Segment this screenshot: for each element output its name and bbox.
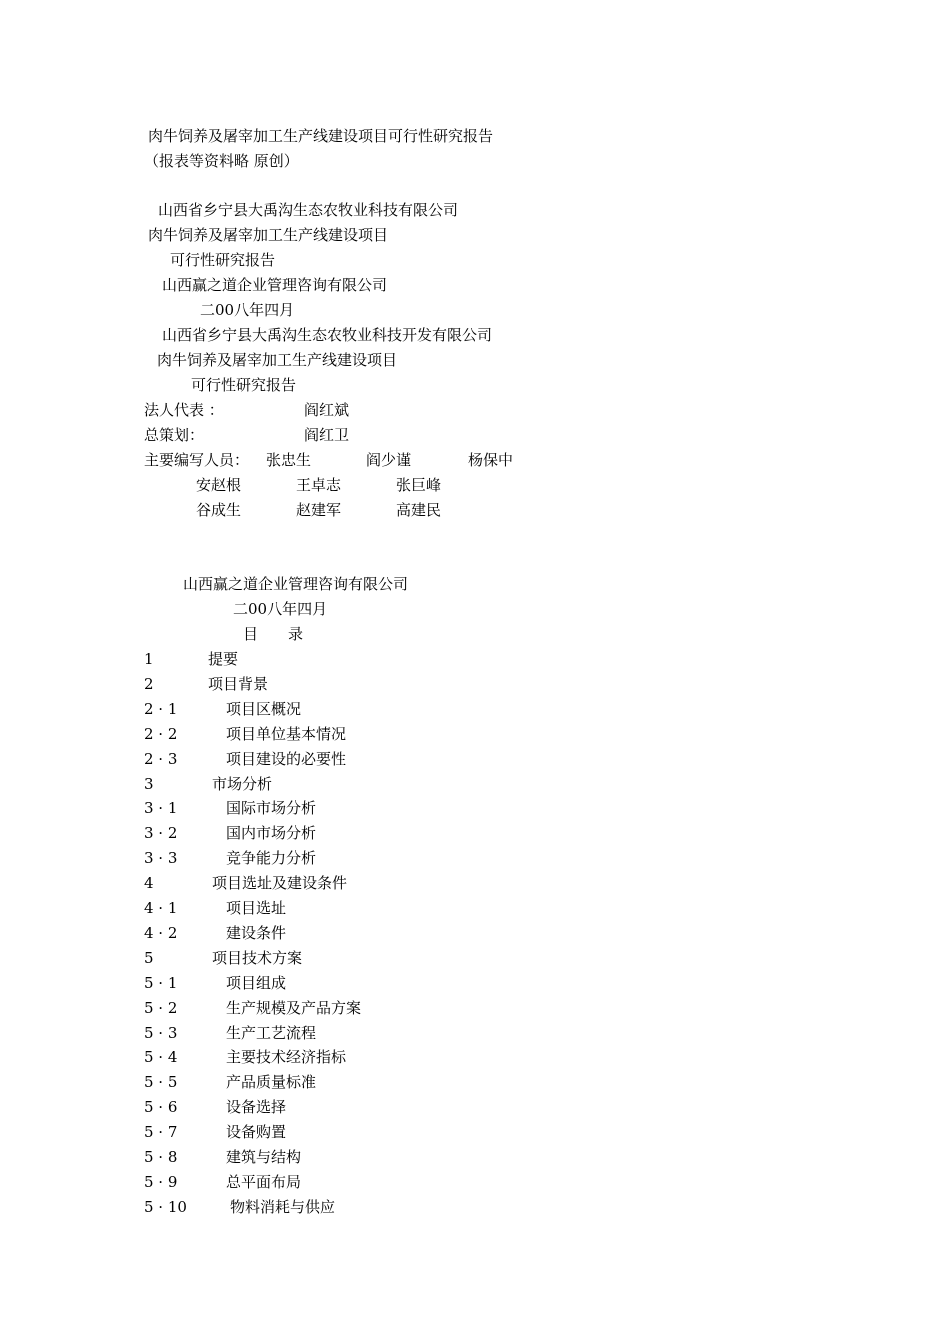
toc-item-number: 3 · 3 [144,849,178,867]
toc-item-number: 2 · 3 [144,750,178,768]
toc-item-number: 5 · 1 [144,974,178,992]
cover1-date: 二00八年四月 [200,301,295,319]
toc-item-number: 4 · 1 [144,899,178,917]
toc-item-number: 1 [144,650,154,668]
toc-item-number: 2 · 1 [144,700,178,718]
cover1-project: 肉牛饲养及屠宰加工生产线建设项目 [148,226,389,244]
toc-item-number: 5 · 10 [144,1198,187,1216]
toc-item-title: 主要技术经济指标 [226,1048,347,1066]
writer-name: 安赵根 [196,476,242,494]
legal-rep-label: 法人代表 ： [144,401,224,419]
toc-item-title: 建筑与结构 [226,1148,302,1166]
toc-item-number: 5 [144,949,154,967]
toc-item-title: 设备选择 [226,1098,287,1116]
toc-item-title: 建设条件 [226,924,287,942]
writer-name: 赵建军 [296,501,342,519]
writer-name: 张忠生 [266,451,312,469]
toc-item-title: 项目区概况 [226,700,302,718]
writer-name: 王卓志 [296,476,342,494]
toc-item-title: 项目选址及建设条件 [212,874,348,892]
toc-item-number: 3 · 2 [144,824,178,842]
toc-heading: 目 录 [243,625,304,643]
writer-name: 高建民 [396,501,442,519]
toc-item-number: 5 · 5 [144,1073,178,1091]
cover1-report: 可行性研究报告 [170,251,276,269]
toc-item-title: 生产规模及产品方案 [226,999,362,1017]
document-note: （报表等资料略 原创） [144,152,299,170]
planner-label: 总策划： [144,426,205,444]
toc-item-title: 项目选址 [226,899,287,917]
toc-item-number: 5 · 8 [144,1148,178,1166]
legal-rep-name: 阎红斌 [304,401,350,419]
planner-name: 阎红卫 [304,426,350,444]
toc-item-number: 5 · 3 [144,1024,178,1042]
writer-name: 谷成生 [196,501,242,519]
cover1-company: 山西省乡宁县大禹沟生态农牧业科技有限公司 [158,201,459,219]
toc-item-title: 市场分析 [212,775,273,793]
toc-item-title: 项目单位基本情况 [226,725,347,743]
toc-item-title: 提要 [208,650,239,668]
toc-item-number: 5 · 7 [144,1123,178,1141]
cover2-report: 可行性研究报告 [191,376,297,394]
toc-item-title: 产品质量标准 [226,1073,317,1091]
toc-item-title: 设备购置 [226,1123,287,1141]
toc-item-number: 5 · 9 [144,1173,178,1191]
toc-item-title: 项目组成 [226,974,287,992]
writer-name: 阎少谨 [366,451,412,469]
toc-item-number: 5 · 6 [144,1098,178,1116]
writers-label: 主要编写人员： [144,451,250,469]
document-title: 肉牛饲养及屠宰加工生产线建设项目可行性研究报告 [148,127,494,145]
writer-name: 张巨峰 [396,476,442,494]
toc-item-title: 项目技术方案 [212,949,303,967]
writer-name: 杨保中 [468,451,514,469]
toc-item-number: 2 [144,675,154,693]
toc-item-title: 国内市场分析 [226,824,317,842]
footer-date: 二00八年四月 [233,600,328,618]
toc-item-number: 3 [144,775,154,793]
toc-item-title: 项目建设的必要性 [226,750,347,768]
toc-item-title: 项目背景 [208,675,269,693]
toc-item-title: 国际市场分析 [226,799,317,817]
toc-item-title: 竞争能力分析 [226,849,317,867]
cover2-company: 山西省乡宁县大禹沟生态农牧业科技开发有限公司 [162,326,493,344]
toc-item-number: 3 · 1 [144,799,178,817]
cover1-consultant: 山西赢之道企业管理咨询有限公司 [162,276,388,294]
footer-consultant: 山西赢之道企业管理咨询有限公司 [183,575,409,593]
toc-item-title: 物料消耗与供应 [230,1198,336,1216]
toc-item-number: 2 · 2 [144,725,178,743]
toc-item-number: 4 [144,874,154,892]
toc-item-number: 4 · 2 [144,924,178,942]
toc-item-title: 生产工艺流程 [226,1024,317,1042]
toc-item-number: 5 · 4 [144,1048,178,1066]
toc-item-title: 总平面布局 [226,1173,302,1191]
cover2-project: 肉牛饲养及屠宰加工生产线建设项目 [157,351,398,369]
toc-item-number: 5 · 2 [144,999,178,1017]
